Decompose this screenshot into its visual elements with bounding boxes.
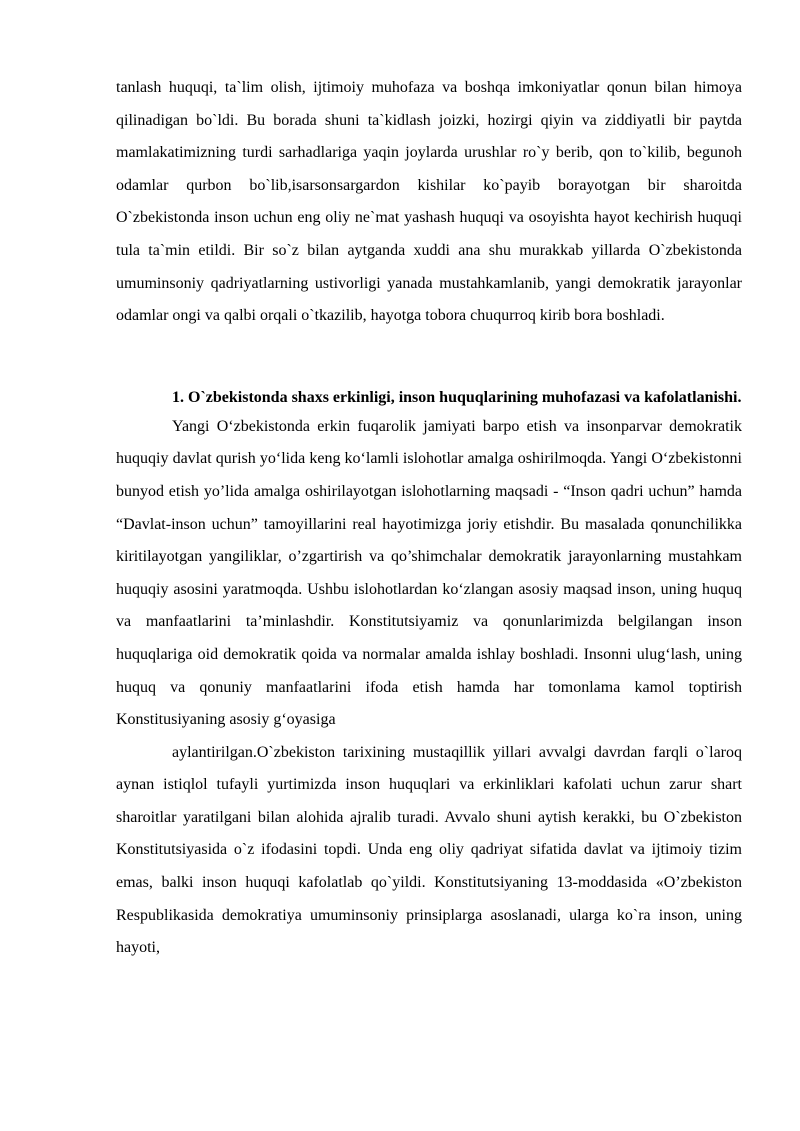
body-paragraph: aylantirilgan.O`zbekiston tarixining mustaqillik yillari avvalgi davrdan farqli o`laroq aynan istiqlol tufayli yurtimizda inson huquqlari va erkinliklari kafolati uchun zarur shart sharoitlar yaratilgani bilan alohida ajralib turadi. Avvalo shuni aytish kerakki, bu O`zbekiston Konstitutsiyasida o`z ifodasini topdi. Unda eng oliy qadriyat sifatida davlat va ijtimoiy tizim emas, balki inson huquqi kafolatlab qo`yildi. Konstitutsiyaning 13-moddasida «O’zbekiston Respublikasida demokratiya umuminsoniy prinsiplarga asoslanadi, ularga ko`ra inson, uning hayoti, xyxy=(116,743,742,957)
body-paragraph: tanlash huquqi, ta`lim olish, ijtimoiy muhofaza va boshqa imkoniyatlar qonun bilan himoya qilinadigan bo`ldi. Bu borada shuni ta`kidlash joizki, hozirgi qiyin va ziddiyatli bir paytda mamlakatimizning turdi sarhadlariga yaqin joylarda urushlar ro`y berib, qon to`kilib, begunoh odamlar qurbon bo`lib,isarsonsargardon kishilar ko`payib borayotgan bir sharoitda O`zbekistonda inson uchun eng oliy ne`mat yashash huquqi va osoyishta hayot kechirish huquqi tula ta`min etildi. Bir so`z bilan aytganda xuddi ana shu murakkab yillarda O`zbekistonda umuminsoniy qadriyatlarning ustivorligi yanada mustahkamlanib, yangi demokratik jarayonlar odamlar ongi va qalbi orqali o`tkazilib, hayotga tobora chuqurroq kirib bora boshladi. xyxy=(116,79,742,325)
section-gap xyxy=(116,333,742,387)
body-paragraph: Yangi O‘zbekistonda erkin fuqarolik jamiyati barpo etish va insonparvar demokratik huquqiy davlat qurish yo‘lida keng ko‘lamli islohotlar amalga oshirilmoqda. Yangi O‘zbekistonni bunyod etish yo’lida amalga oshirilayotgan islohotlarning maqsadi - “Inson qadri uchun” hamda “Davlat-inson uchun” tamoyillarini real hayotimizga joriy etishdir. Bu masalada qonunchilikka kiritilayotgan yangiliklar, o’zgartirish va qo’shimchalar demokratik jarayonlarning mustahkam huquqiy asosini yaratmoqda. Ushbu islohotlardan ko‘zlangan asosiy maqsad inson, uning huquq va manfaatlarini ta’minlashdir. Konstitutsiyamiz va qonunlarimizda belgilangan inson huquqlariga oid demokratik qoida va normalar amalda ishlay boshladi. Insonni ulug‘lash, uning huquq va qonuniy manfaatlarini ifoda etish hamda har tomonlama kamol toptirish Konstitusiyaning asosiy g‘oyasiga xyxy=(116,417,742,729)
document-page xyxy=(116,72,742,965)
section-heading: 1. O`zbekistonda shaxs erkinligi, inson huquqlarining muhofazasi va kafolatlanishi. xyxy=(172,388,742,406)
